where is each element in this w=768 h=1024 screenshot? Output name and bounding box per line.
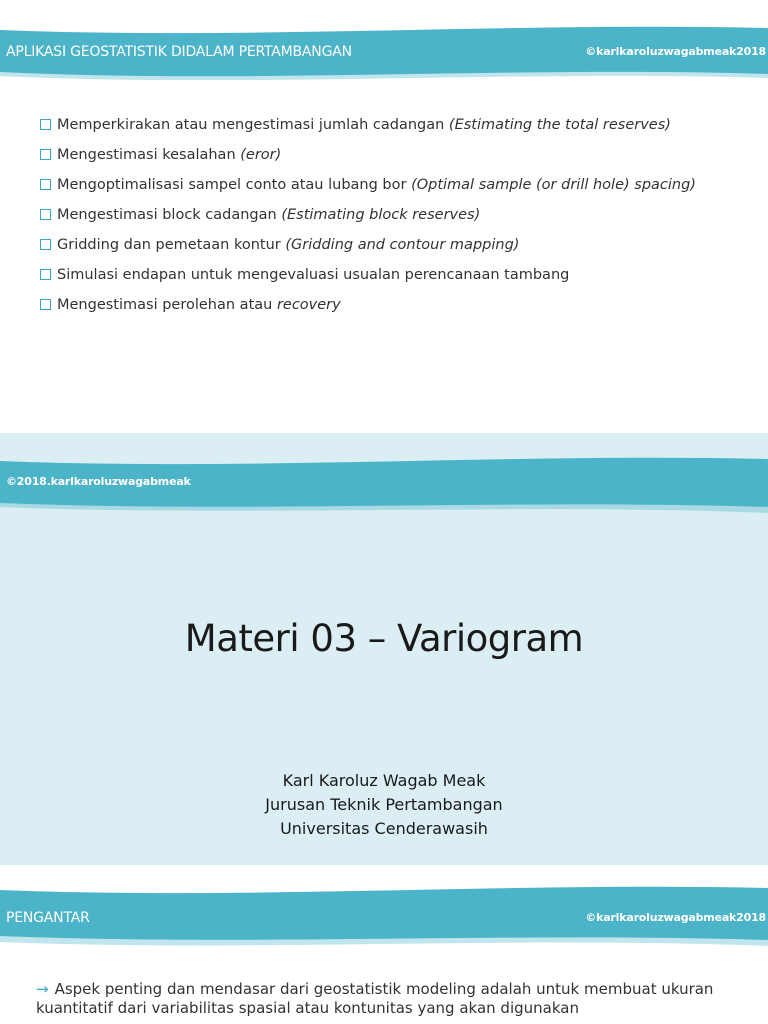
copyright-text: ©karlkaroluzwagabmeak2018: [585, 45, 766, 58]
checkbox-bullet-icon: [40, 179, 51, 190]
slide-title: PENGANTAR: [6, 910, 90, 926]
list-item: Memperkirakan atau mengestimasi jumlah cadangan (Estimating the total reserves): [36, 116, 736, 135]
author-department: Jurusan Teknik Pertambangan: [265, 795, 503, 814]
author-university: Universitas Cenderawasih: [280, 819, 488, 838]
checkbox-bullet-icon: [40, 149, 51, 160]
slide-pengantar: [0, 870, 768, 1024]
list-item: Simulasi endapan untuk mengevaluasi usualan perencanaan tambang: [36, 266, 736, 285]
presentation-title: Materi 03 – Variogram: [184, 617, 584, 660]
header-ribbon: [0, 0, 768, 80]
checkbox-bullet-icon: [40, 269, 51, 280]
bullet-list: [36, 116, 736, 326]
copyright-text: ©karlkaroluzwagabmeak2018: [585, 911, 766, 924]
checkbox-bullet-icon: [40, 119, 51, 130]
checkbox-bullet-icon: [40, 239, 51, 250]
header-ribbon: [0, 870, 768, 950]
list-item: Mengestimasi kesalahan (eror): [36, 146, 736, 165]
list-item: Mengestimasi block cadangan (Estimating block reserves): [36, 206, 736, 225]
intro-text: Aspek penting dan mendasar dari geostatistik modeling adalah untuk membuat ukuran kuantitatif dari variabilitas spasial atau kontunitas yang akan digunakan: [36, 980, 714, 1017]
author-block: [0, 769, 768, 841]
list-item: Mengestimasi perolehan atau recovery: [36, 296, 736, 315]
list-item: Mengoptimalisasi sampel conto atau lubang bor (Optimal sample (or drill hole) spacing): [36, 176, 736, 195]
slide-title: APLIKASI GEOSTATISTIK DIDALAM PERTAMBANGAN: [6, 44, 352, 60]
author-name: Karl Karoluz Wagab Meak: [282, 771, 486, 790]
slide-aplikasi: [0, 0, 768, 428]
arrow-right-icon: →: [36, 980, 49, 998]
list-item: Gridding dan pemetaan kontur (Gridding and contour mapping): [36, 236, 736, 255]
header-ribbon: [0, 433, 768, 513]
slide-title-variogram: [0, 433, 768, 865]
copyright-text: ©2018.karlkaroluzwagabmeak: [6, 475, 191, 488]
checkbox-bullet-icon: [40, 299, 51, 310]
checkbox-bullet-icon: [40, 209, 51, 220]
intro-paragraph: [36, 980, 736, 1018]
